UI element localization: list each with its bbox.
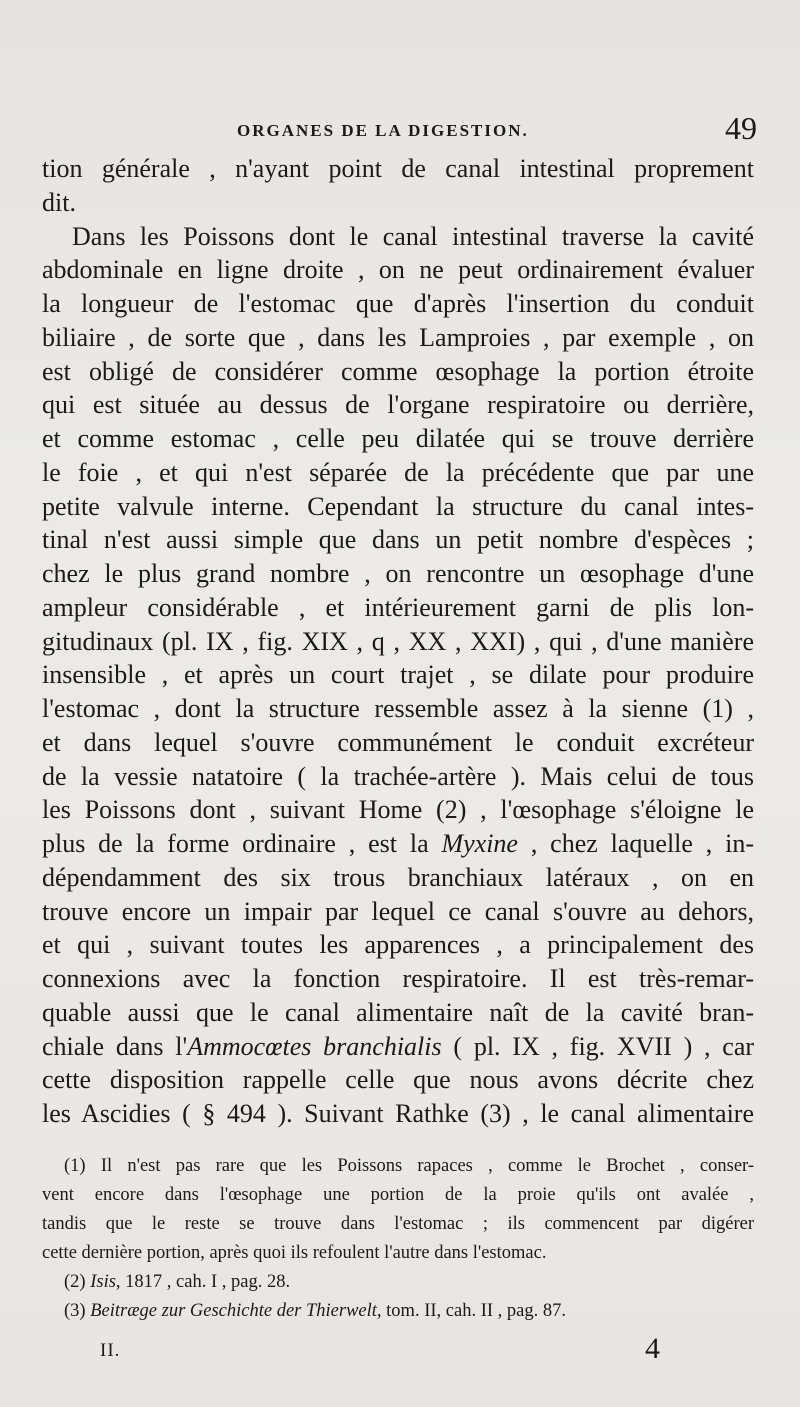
printer-signature xyxy=(100,1334,660,1374)
species-name: Myxine xyxy=(441,829,518,858)
text-line: chez le plus grand nombre , on rencontre un œsophage d'une xyxy=(42,559,754,588)
text-line: ampleur considérable , et intérieurement garni de plis lon- xyxy=(42,592,754,622)
footnote-line: cette dernière portion, après quoi ils refoulent l'autre dans l'estomac. xyxy=(42,1243,547,1263)
text-line: la longueur de l'estomac que d'après l'insertion du conduit xyxy=(42,289,754,318)
text-line: trouve encore un impair par lequel ce canal s'ouvre au dehors, xyxy=(42,896,754,926)
footnotes xyxy=(42,1152,754,1326)
text-line: l'estomac , dont la structure ressemble assez à la sienne (1) , xyxy=(42,694,754,723)
text-line: de la vessie natatoire ( la trachée-artère ). Mais celui de tous xyxy=(42,761,754,791)
text-line: dépendamment des six trous branchiaux latéraux , on en xyxy=(42,862,754,892)
text-segment: , chez laquelle , in- xyxy=(530,829,754,858)
sheet-mark: 4 xyxy=(645,1332,660,1365)
text-line xyxy=(42,1030,754,1064)
text-line: et comme estomac , celle peu dilatée qui se trouve derrière xyxy=(42,424,754,453)
text-line xyxy=(42,827,754,861)
text-line: tinal n'est aussi simple que dans un petit nombre d'espèces ; xyxy=(42,525,754,555)
footnote-line: tandis que le reste se trouve dans l'estomac ; ils commencent par digérer xyxy=(42,1214,754,1234)
text-line: gitudinaux (pl. IX , fig. XIX , q , XX , XXI) , qui , d'une manière xyxy=(42,626,754,656)
footnote-number: (3) xyxy=(64,1301,86,1321)
text-line: et qui , suivant toutes les apparences , a principalement des xyxy=(42,930,754,960)
text-line: insensible , et après un court trajet , se dilate pour produire xyxy=(42,660,754,690)
text-segment: plus de la forme ordinaire , est la xyxy=(42,829,429,858)
text-segment: chiale dans l' xyxy=(42,1031,188,1061)
footnote-number: (2) xyxy=(64,1272,86,1292)
source-details: , tom. II, cah. II , pag. 87. xyxy=(376,1301,566,1321)
text-line: quable aussi que le canal alimentaire naît de la cavité bran- xyxy=(42,997,754,1027)
text-line: qui est située au dessus de l'organe respiratoire ou derrière, xyxy=(42,390,754,420)
source-details: , 1817 , cah. I , pag. 28. xyxy=(115,1272,291,1292)
footnote-3 xyxy=(42,1297,754,1326)
text-segment: ( pl. IX , fig. XVII ) , car xyxy=(453,1031,755,1061)
text-line: les Poissons dont , suivant Home (2) , l'œsophage s'éloigne le xyxy=(42,795,754,825)
footnote-line: (1) Il n'est pas rare que les Poissons rapaces , comme le Brochet , conser- xyxy=(64,1156,754,1176)
page-header xyxy=(40,110,760,152)
text-line: tion générale , n'ayant point de canal intestinal proprement xyxy=(42,154,754,183)
main-text xyxy=(42,152,754,1131)
species-name: Ammocœtes branchialis xyxy=(187,1031,442,1061)
text-line: Dans les Poissons dont le canal intestinal traverse la cavité xyxy=(72,221,754,251)
text-line: petite valvule interne. Cependant la structure du canal intes- xyxy=(42,491,754,521)
footnote-line: vent encore dans l'œsophage une portion de la proie qu'ils ont avalée , xyxy=(42,1185,754,1205)
page-number: 49 xyxy=(725,110,757,146)
source-title: Isis xyxy=(90,1272,116,1292)
text-line: et dans lequel s'ouvre communément le conduit excréteur xyxy=(42,727,754,757)
footnote-2 xyxy=(42,1268,754,1297)
source-title: Beitræge zur Geschichte der Thierwelt xyxy=(90,1301,377,1321)
text-line: le foie , et qui n'est séparée de la précédente que par une xyxy=(42,457,754,487)
text-line: biliaire , de sorte que , dans les Lamproies , par exemple , on xyxy=(42,322,754,352)
text-line: est obligé de considérer comme œsophage la portion étroite xyxy=(42,356,754,386)
text-line: les Ascidies ( § 494 ). Suivant Rathke (3) , le canal alimentaire xyxy=(42,1099,754,1128)
text-line: cette disposition rappelle celle que nous avons décrite chez xyxy=(42,1065,754,1095)
text-line: abdominale en ligne droite , on ne peut ordinairement évaluer xyxy=(42,255,754,285)
text-line: dit. xyxy=(42,187,76,217)
volume-mark: II. xyxy=(100,1340,121,1361)
running-title: ORGANES DE LA DIGESTION. xyxy=(237,121,529,140)
text-line: connexions avec la fonction respiratoire. Il est très-remar- xyxy=(42,964,754,993)
